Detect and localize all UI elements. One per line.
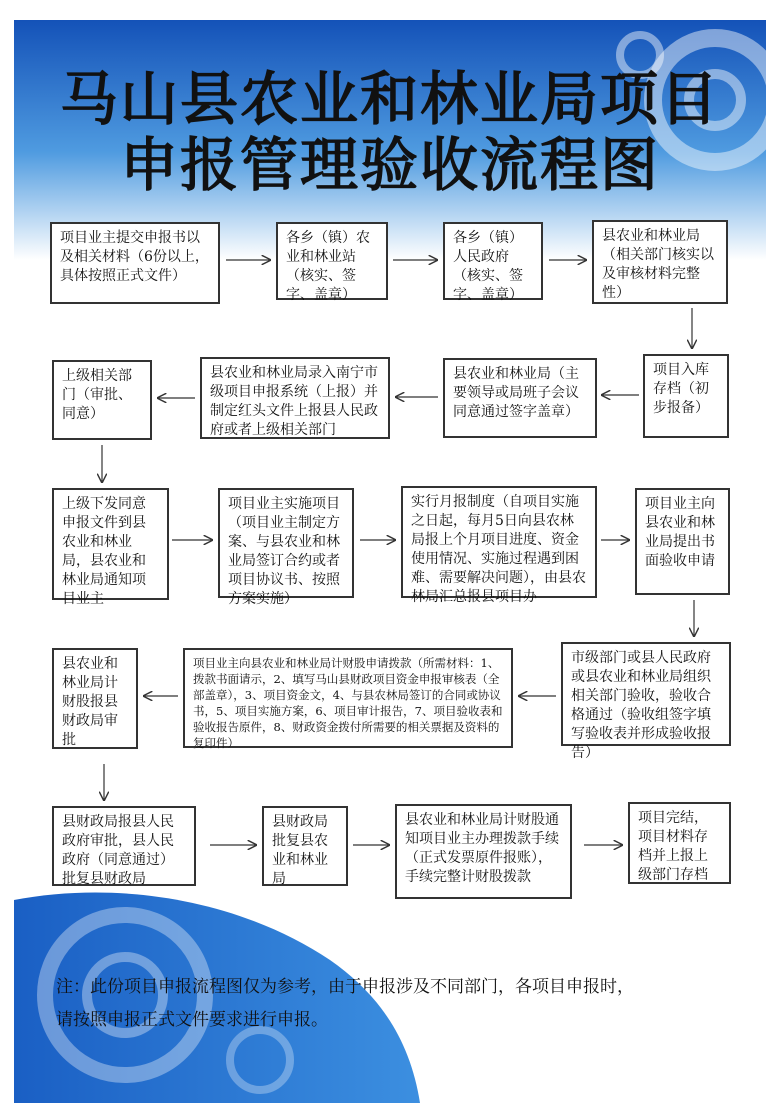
step-finance-section-report: 县农业和林业局计财股报县财政局审批: [52, 648, 138, 749]
step-leadership-approval: 县农业和林业局（主要领导或局班子会议同意通过签字盖章）: [443, 358, 597, 438]
step-monthly-report: 实行月报制度（自项目实施之日起，每月5日向县农林局报上个月项目进度、资金使用情况、实施过程遇到困难、需要解决问题），由县农林局汇总报县项目办: [401, 486, 597, 598]
step-disbursement: 县农业和林业局计财股通知项目业主办理拨款手续（正式发票原件报账），手续完整计财股拨款: [395, 804, 572, 899]
footnote-line-1: 注：此份项目申报流程图仅为参考，由于申报涉及不同部门，各项目申报时，: [56, 977, 634, 997]
step-project-archive: 项目入库存档（初步报备）: [643, 354, 729, 438]
step-township-government: 各乡（镇）人民政府（核实、签字、盖章）: [443, 222, 543, 300]
footnote-line-2: 请按照申报正式文件要求进行申报。: [56, 1010, 328, 1030]
step-funding-application: 项目业主向县农业和林业局计财股申请拨款（所需材料：1、拨款书面请示，2、填写马山县财政项目资金申报审核表（全部盖章），3、项目资金文，4、与县农林局签订的合同或协议书，5、项目实施方案，6、项目审计报告，7、项目验收表和验收报告原件，8、财政资金拨付所需要的相关票据及资料的复印件）: [183, 648, 513, 748]
step-acceptance-inspection: 市级部门或县人民政府或县农业和林业局组织相关部门验收，验收合格通过（验收组签字填写验收表并形成验收报告）: [561, 642, 731, 746]
step-finance-bureau-reply: 县财政局批复县农业和林业局: [262, 806, 348, 886]
step-finance-bureau-report: 县财政局报县人民政府审批，县人民政府（同意通过）批复县财政局: [52, 806, 196, 886]
footnote: [56, 971, 746, 1037]
step-approval-notice: 上级下发同意申报文件到县农业和林业局，县农业和林业局通知项目业主: [52, 488, 169, 600]
step-submit-application: 项目业主提交申报书以及相关材料（6份以上，具体按照正式文件）: [50, 222, 220, 304]
step-acceptance-application: 项目业主向县农业和林业局提出书面验收申请: [635, 488, 730, 595]
step-project-completion: 项目完结，项目材料存档并上报上级部门存档: [628, 802, 731, 884]
step-county-bureau-review: 县农业和林业局（相关部门核实以及审核材料完整性）: [592, 220, 728, 304]
title-line-2: 申报管理验收流程图: [119, 131, 660, 199]
title-line-1: 马山县农业和林业局项目: [59, 65, 720, 133]
step-superior-approval: 上级相关部门（审批、同意）: [52, 360, 152, 440]
step-project-implementation: 项目业主实施项目（项目业主制定方案、与县农业和林业局签订合约或者项目协议书、按照方案实施）: [218, 488, 354, 598]
step-township-station: 各乡（镇）农业和林业站（核实、签字、盖章）: [276, 222, 388, 300]
step-system-entry-report: 县农业和林业局录入南宁市级项目申报系统（上报）并制定红头文件上报县人民政府或者上级相关部门: [200, 357, 390, 439]
